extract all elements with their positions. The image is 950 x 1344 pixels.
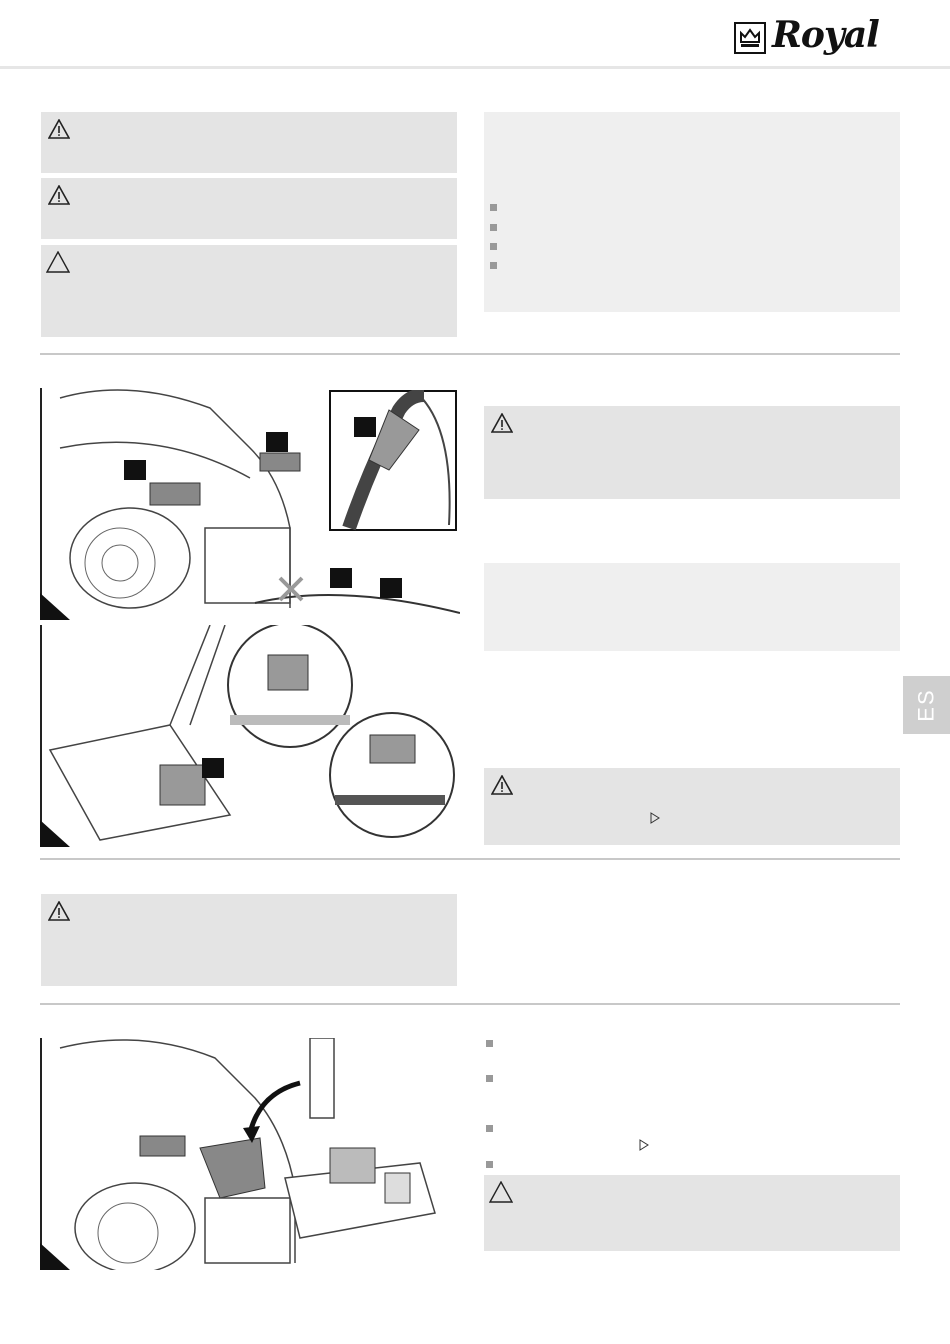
play-arrow-icon (639, 1139, 649, 1151)
square-bullet-icon (490, 224, 497, 231)
square-bullet-icon (490, 204, 497, 211)
figure-tube-parking (40, 1038, 460, 1270)
brand-logo (734, 14, 904, 60)
caution-triangle-icon (46, 251, 70, 273)
square-bullet-icon (486, 1040, 493, 1047)
language-tab[interactable] (903, 676, 950, 734)
square-bullet-icon (486, 1075, 493, 1082)
warning-panel-1 (41, 112, 457, 173)
section-divider (40, 1003, 900, 1005)
section-divider (40, 353, 900, 355)
warning-triangle-icon (48, 901, 70, 921)
warning-triangle-icon (491, 775, 513, 795)
caution-panel-1 (41, 245, 457, 337)
info-panel-1 (484, 112, 900, 312)
brand-name: Royal (772, 14, 879, 56)
crown-crest-icon (734, 22, 766, 54)
language-tab-label: ES (913, 688, 939, 722)
square-bullet-icon (486, 1161, 493, 1168)
figure-handle-detail (329, 390, 457, 531)
header-divider (0, 66, 950, 69)
square-bullet-icon (490, 243, 497, 250)
play-arrow-icon (650, 812, 660, 824)
square-bullet-icon (486, 1125, 493, 1132)
info-panel-2 (484, 563, 900, 651)
warning-triangle-icon (491, 413, 513, 433)
square-bullet-icon (490, 262, 497, 269)
warning-panel-4 (484, 768, 900, 845)
caution-triangle-icon (489, 1181, 513, 1203)
caution-panel-2 (484, 1175, 900, 1251)
warning-triangle-icon (48, 119, 70, 139)
steps-list (484, 1035, 900, 1175)
warning-panel-3 (484, 406, 900, 499)
warning-triangle-icon (48, 185, 70, 205)
warning-panel-2 (41, 178, 457, 239)
figure-floor-nozzle (40, 625, 460, 847)
warning-panel-5 (41, 894, 457, 986)
section-divider (40, 858, 900, 860)
